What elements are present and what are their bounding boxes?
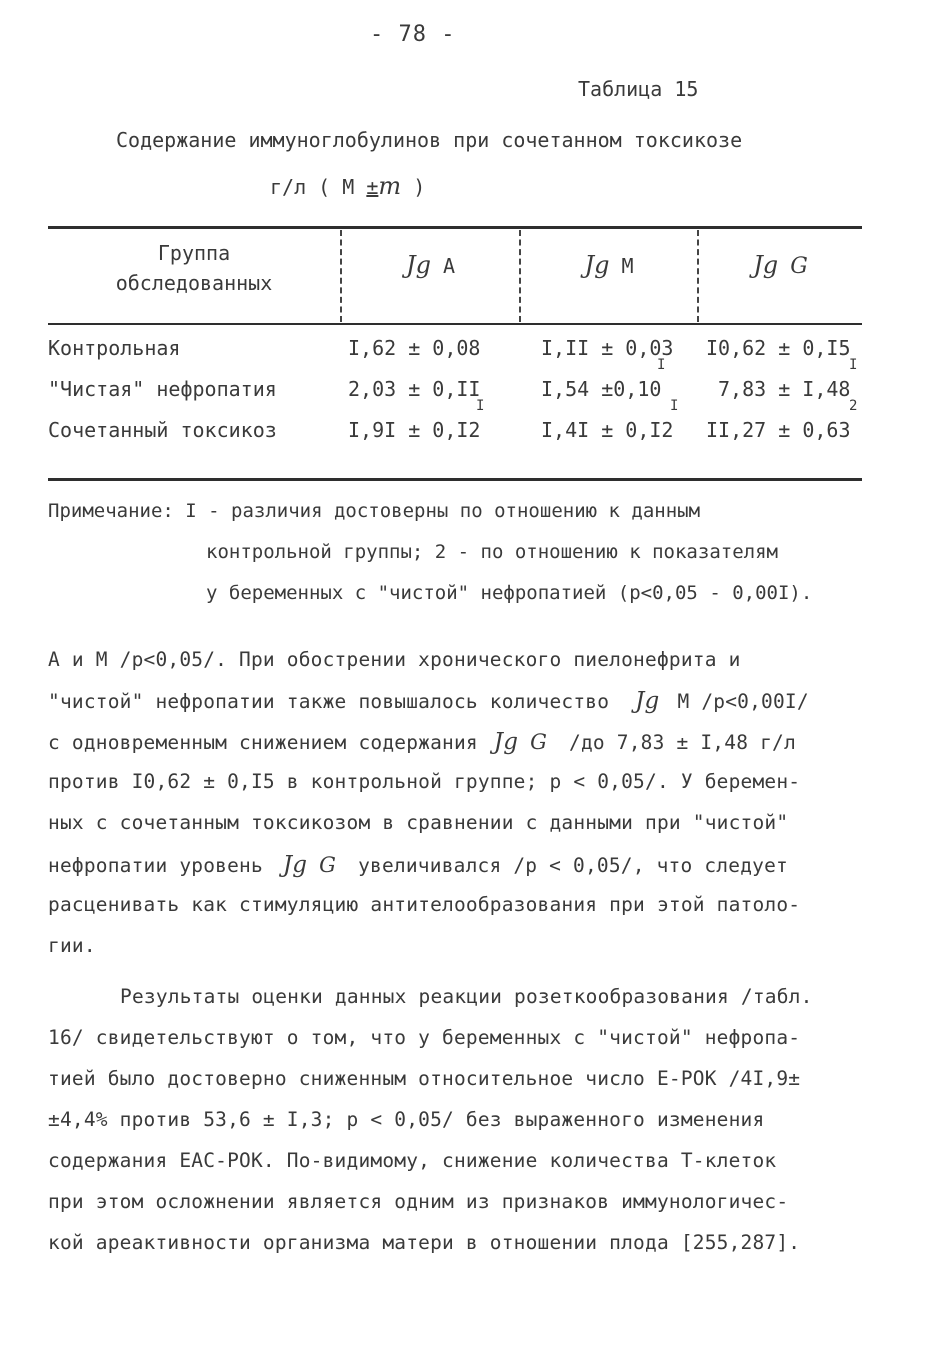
body-line: при этом осложнении является одним из признаков иммунологичес- (48, 1190, 789, 1213)
row-iga-value: I,62 ± 0,08 (348, 336, 481, 360)
header-group-line2: обследованных (115, 271, 273, 295)
body-line (48, 729, 796, 755)
table-label: Таблица 15 (578, 77, 699, 101)
body-line: расценивать как стимуляцию антителообразования при этой патоло- (48, 893, 801, 916)
significance-mark: I (657, 357, 666, 373)
table-bottom-rule (48, 478, 862, 481)
header-igg-label: G (790, 254, 808, 279)
row-group: "Чистая" нефропатия (48, 377, 277, 401)
body-text: М /р<0,00I/ (677, 690, 809, 713)
body-line: 16/ свидетельствуют о том, что у беременных с "чистой" нефропа- (48, 1026, 801, 1049)
body-line: Результаты оценки данных реакции розеткообразования /табл. (120, 985, 813, 1008)
units-pm: ± (366, 175, 379, 199)
immunoglobulin-symbol: Jg (493, 729, 519, 755)
immunoglobulin-class: G (530, 730, 548, 754)
body-line (48, 688, 809, 714)
significance-mark: 2 (849, 398, 858, 414)
row-group: Сочетанный токсикоз (48, 418, 277, 442)
body-text: "чистой" нефропатии также повышалось количество (48, 690, 610, 713)
significance-mark: I (476, 398, 485, 414)
header-igm (521, 250, 697, 281)
table-caption: Содержание иммуноглобулинов при сочетанном токсикозе (116, 128, 743, 152)
body-line (48, 852, 788, 878)
row-igg-value: I0,62 ± 0,I5 (706, 336, 851, 360)
units-sd: m (378, 172, 402, 200)
table-note-line: Примечание: I - различия достоверны по отношению к данным (48, 500, 701, 522)
body-line: против I0,62 ± 0,I5 в контрольной группе; р < 0,05/. У беремен- (48, 770, 801, 793)
row-igg-value: II,27 ± 0,63 (706, 418, 851, 442)
immunoglobulin-class: G (319, 853, 337, 877)
row-igg-value: 7,83 ± I,48 (718, 377, 851, 401)
table-note-line: у беременных с "чистой" нефропатией (p<0,05 - 0,00I). (206, 582, 813, 604)
immunoglobulin-symbol: Jg (282, 852, 308, 878)
table-header-rule (48, 323, 862, 325)
significance-mark: I (670, 398, 679, 414)
row-igm-value: I,4I ± 0,I2 (541, 418, 674, 442)
header-igg-jg: Jg (753, 251, 779, 279)
body-line: содержания ЕАС-РОК. По-видимому, снижение количества Т-клеток (48, 1149, 777, 1172)
header-group-line1: Группа (157, 241, 231, 265)
body-text: /до 7,83 ± I,48 г/л (569, 731, 796, 754)
body-text: с одновременным снижением содержания (48, 731, 478, 754)
units-suffix: ) (401, 175, 426, 199)
significance-mark: I (849, 357, 858, 373)
units-prefix: г/л ( (270, 175, 343, 199)
header-iga-label: A (442, 254, 456, 278)
header-iga-jg: Jg (405, 251, 431, 279)
page-number: - 78 - (370, 22, 456, 47)
row-igm-value: I,54 ±0,10 (541, 377, 662, 401)
table-note-line: контрольной группы; 2 - по отношению к показателям (206, 541, 778, 563)
body-line: кой ареактивности организма матери в отношении плода [255,287]. (48, 1231, 801, 1254)
row-group: Контрольная (48, 336, 181, 360)
row-iga-value: I,9I ± 0,I2 (348, 418, 481, 442)
body-line: тией было достоверно сниженным относительное число Е-РОК /4I,9± (48, 1067, 801, 1090)
header-group (48, 238, 340, 298)
body-line: ±4,4% против 53,6 ± I,3; р < 0,05/ без выраженного изменения (48, 1108, 765, 1131)
units-mean: М (342, 175, 355, 199)
row-iga-value: 2,03 ± 0,II (348, 377, 481, 401)
table-units (270, 172, 425, 200)
table-top-rule (48, 226, 862, 229)
immunoglobulin-symbol: Jg (635, 688, 660, 714)
body-line: гии. (48, 934, 96, 957)
body-text: увеличивался /р < 0,05/, что следует (358, 854, 788, 877)
header-igg (699, 250, 862, 282)
header-igm-label: M (621, 254, 634, 278)
body-text: нефропатии уровень (48, 854, 263, 877)
body-line: ных с сочетанным токсикозом в сравнении с данными при "чистой" (48, 811, 789, 834)
row-igm-value: I,II ± 0,03 (541, 336, 674, 360)
body-line: А и М /р<0,05/. При обострении хронического пиелонефрита и (48, 648, 741, 671)
header-igm-jg: Jg (584, 251, 610, 279)
header-iga (342, 250, 519, 281)
